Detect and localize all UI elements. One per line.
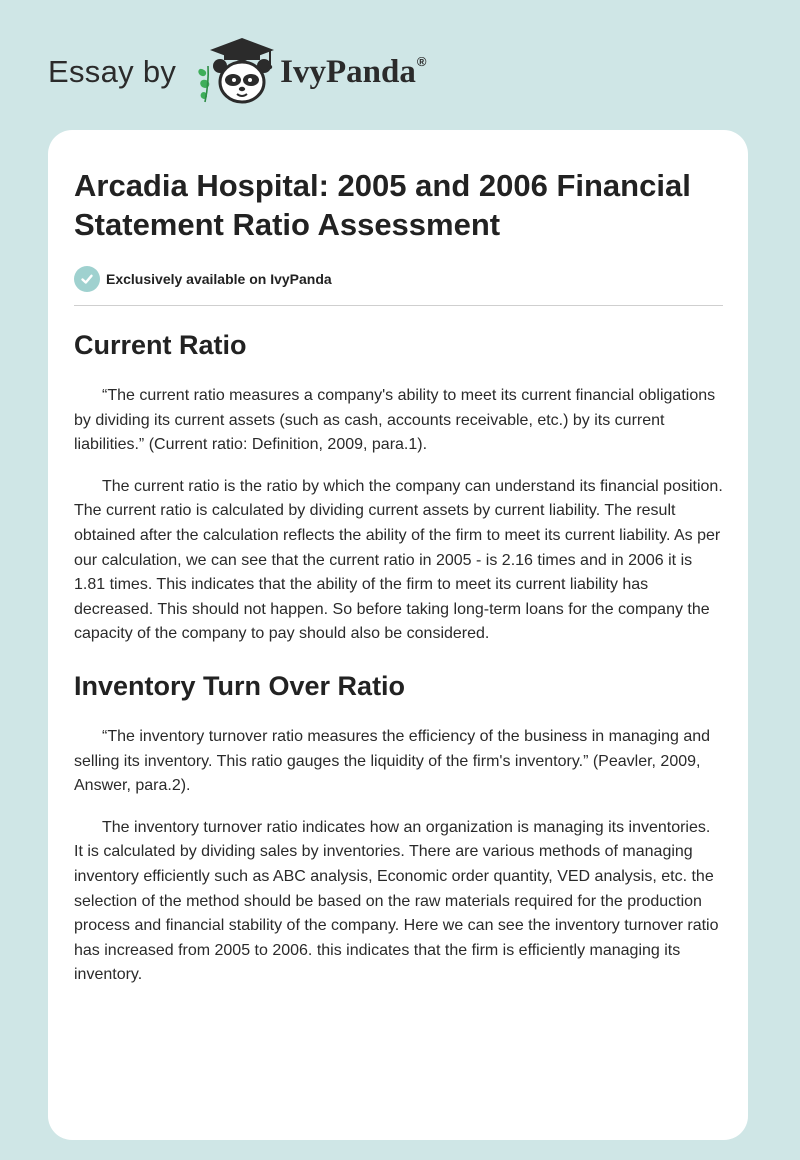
registered-mark: ® bbox=[416, 53, 427, 69]
paragraph: “The current ratio measures a company's ability to meet its current financial obligations by dividing its current assets (such as cash, accounts receivable, etc.) by its current liabilities.” (Current ratio: Definition, 2009, para.1). bbox=[74, 387, 716, 454]
paragraph: The inventory turnover ratio indicates how an organization is managing its inventories. It is calculated by dividing sales by inventories. There are various methods of managing inventory efficiently such as ABC analysis, Economic order quantity, VED analysis, etc. the selection of the method should be based on the raw materials required for the production process and financial stability of the company. Here we can see the inventory turnover ratio has increased from 2005 to 2006. this indicates that the firm is efficiently managing its inventory. bbox=[74, 818, 719, 984]
ivy-leaf-icon bbox=[199, 66, 210, 102]
exclusive-badge bbox=[74, 266, 723, 292]
essay-by-label: Essay by bbox=[48, 54, 177, 89]
site-header bbox=[48, 36, 426, 108]
panda-graduate-icon[interactable] bbox=[190, 36, 276, 108]
section-heading-current-ratio: Current Ratio bbox=[74, 330, 247, 360]
brand-name[interactable]: IvyPanda® bbox=[280, 53, 427, 90]
section-heading-inventory-turnover: Inventory Turn Over Ratio bbox=[74, 670, 406, 701]
essay-card bbox=[48, 130, 748, 1140]
paragraph: The current ratio is the ratio by which the company can understand its financial position. The current ratio is calculated by dividing current assets by current liability. The result obtained after the calculation reflects the ability of the firm to meet its current liability. As per our calculation, we can see that the current ratio in 2005 - is 2.16 times and in 2006 it is 1.81 times. This indicates that the ability of the firm to meet its current liability has decreased. This should not happen. So before taking long-term loans for the company the capacity of the company to pay should also be considered. bbox=[74, 477, 723, 643]
essay-title: Arcadia Hospital: 2005 and 2006 Financial Statement Ratio Assessment bbox=[74, 168, 691, 242]
check-icon bbox=[74, 266, 100, 292]
paragraph: “The inventory turnover ratio measures the efficiency of the business in managing and selling its inventory. This ratio gauges the liquidity of the firm's inventory.” (Peavler, 2009, Answer, para.2). bbox=[74, 727, 711, 795]
exclusive-label: Exclusively available on IvyPanda bbox=[106, 271, 332, 287]
divider bbox=[74, 305, 723, 306]
essay-content bbox=[74, 166, 723, 988]
